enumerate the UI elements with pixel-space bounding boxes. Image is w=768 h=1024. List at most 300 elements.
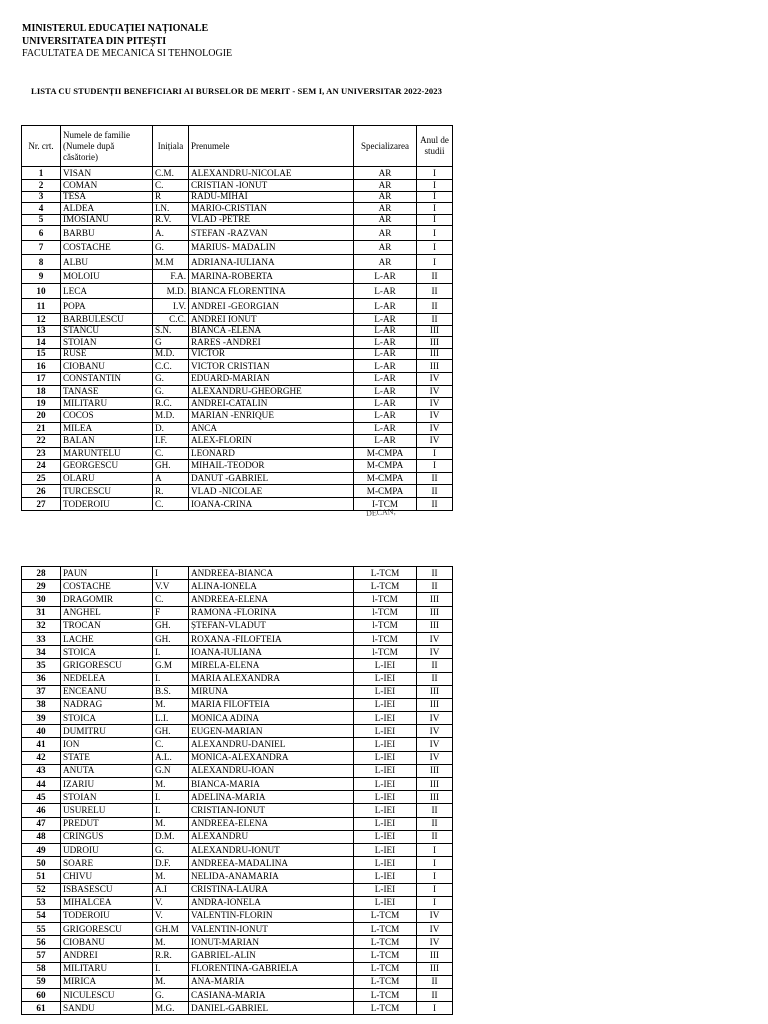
cell-specialization: M-CMPA: [354, 460, 417, 473]
cell-family-name: COCOS: [61, 410, 153, 423]
cell-year: IV: [417, 373, 453, 386]
cell-year: II: [417, 989, 453, 1002]
cell-nr: 33: [22, 632, 61, 645]
cell-year: IV: [417, 397, 453, 410]
table-row: [22, 314, 453, 326]
cell-specialization: L-AR: [354, 337, 417, 349]
cell-initial: C.C.: [153, 360, 189, 373]
cell-initial: R.R.: [153, 949, 189, 962]
cell-nr: 6: [22, 226, 61, 241]
cell-first-name: NELIDA-ANAMARIA: [189, 870, 354, 883]
cell-year: II: [417, 580, 453, 593]
cell-nr: 5: [22, 214, 61, 226]
cell-family-name: DUMITRU: [61, 725, 153, 738]
cell-specialization: L-IEI: [354, 659, 417, 672]
table-row: [22, 180, 453, 192]
cell-nr: 15: [22, 348, 61, 360]
cell-initial: S.N.: [153, 325, 189, 337]
cell-year: II: [417, 830, 453, 843]
cell-family-name: GEORGESCU: [61, 460, 153, 473]
table-row: [22, 923, 453, 936]
cell-nr: 59: [22, 975, 61, 988]
cell-first-name: MARIA ALEXANDRA: [189, 672, 354, 685]
cell-year: I: [417, 896, 453, 909]
table-row: [22, 460, 453, 473]
cell-initial: V.V: [153, 580, 189, 593]
cell-nr: 61: [22, 1002, 61, 1015]
cell-specialization: AR: [354, 203, 417, 215]
cell-initial: L.I.: [153, 712, 189, 725]
cell-nr: 54: [22, 909, 61, 922]
col-header-year: Anul de studii: [417, 126, 453, 167]
cell-family-name: VISAN: [61, 167, 153, 180]
table-row: [22, 410, 453, 423]
cell-nr: 18: [22, 385, 61, 397]
cell-first-name: IONUT-MARIAN: [189, 936, 354, 949]
cell-specialization: L-AR: [354, 435, 417, 448]
cell-family-name: TANASE: [61, 385, 153, 397]
cell-family-name: ALDEA: [61, 203, 153, 215]
table-row: [22, 472, 453, 485]
cell-year: I: [417, 883, 453, 896]
cell-specialization: L-TCM: [354, 567, 417, 580]
cell-first-name: IOANA-CRINA: [189, 498, 354, 511]
table-row: [22, 422, 453, 435]
cell-family-name: STOIAN: [61, 791, 153, 804]
cell-nr: 40: [22, 725, 61, 738]
cell-family-name: COSTACHE: [61, 580, 153, 593]
cell-nr: 26: [22, 485, 61, 498]
cell-first-name: ALEXANDRU-NICOLAE: [189, 167, 354, 180]
cell-nr: 23: [22, 447, 61, 460]
table-row: [22, 843, 453, 856]
cell-family-name: TURCESCU: [61, 485, 153, 498]
cell-first-name: ALEX-FLORIN: [189, 435, 354, 448]
cell-first-name: ALEXANDRU: [189, 830, 354, 843]
cell-initial: G.N: [153, 764, 189, 777]
cell-family-name: BARBU: [61, 226, 153, 241]
cell-family-name: PREDUT: [61, 817, 153, 830]
cell-specialization: AR: [354, 241, 417, 255]
cell-family-name: POPA: [61, 299, 153, 314]
cell-first-name: EDUARD-MARIAN: [189, 373, 354, 386]
cell-specialization: L-IEI: [354, 857, 417, 870]
cell-initial: GH.M: [153, 923, 189, 936]
cell-year: I: [417, 255, 453, 270]
cell-nr: 3: [22, 191, 61, 203]
cell-specialization: L-IEI: [354, 883, 417, 896]
cell-year: IV: [417, 712, 453, 725]
cell-first-name: STEFAN -RAZVAN: [189, 226, 354, 241]
cell-specialization: L-AR: [354, 299, 417, 314]
cell-specialization: L-AR: [354, 314, 417, 326]
cell-first-name: ANDREI-CATALIN: [189, 397, 354, 410]
cell-specialization: L-IEI: [354, 896, 417, 909]
cell-year: I: [417, 180, 453, 192]
cell-first-name: ALINA-IONELA: [189, 580, 354, 593]
cell-year: I: [417, 214, 453, 226]
cell-year: III: [417, 325, 453, 337]
cell-initial: C.C.: [153, 314, 189, 326]
cell-first-name: VICTOR: [189, 348, 354, 360]
table-row: [22, 764, 453, 777]
cell-initial: G.: [153, 385, 189, 397]
cell-family-name: IZARIU: [61, 778, 153, 791]
table-row: [22, 685, 453, 698]
table-row: [22, 870, 453, 883]
cell-initial: GH.: [153, 725, 189, 738]
cell-year: II: [417, 472, 453, 485]
cell-family-name: PAUN: [61, 567, 153, 580]
cell-specialization: L-IEI: [354, 791, 417, 804]
cell-initial: GH.: [153, 460, 189, 473]
cell-first-name: FLORENTINA-GABRIELA: [189, 962, 354, 975]
cell-specialization: L-IEI: [354, 725, 417, 738]
cell-nr: 55: [22, 923, 61, 936]
cell-specialization: L-IEI: [354, 685, 417, 698]
cell-specialization: L-AR: [354, 325, 417, 337]
table-row: [22, 883, 453, 896]
cell-first-name: VLAD -NICOLAE: [189, 485, 354, 498]
cell-nr: 30: [22, 593, 61, 606]
cell-first-name: ANDREEA-MADALINA: [189, 857, 354, 870]
cell-family-name: LECA: [61, 284, 153, 299]
document-title: LISTA CU STUDENȚII BENEFICIARI AI BURSELOR DE MERIT - SEM I, AN UNIVERSITAR 2022-2023: [31, 86, 443, 96]
cell-family-name: STOICA: [61, 712, 153, 725]
cell-year: II: [417, 804, 453, 817]
table-row: [22, 804, 453, 817]
cell-first-name: MARIUS- MADALIN: [189, 241, 354, 255]
table-row: [22, 373, 453, 386]
cell-first-name: MONICA-ALEXANDRA: [189, 751, 354, 764]
cell-family-name: CRINGUS: [61, 830, 153, 843]
cell-nr: 49: [22, 843, 61, 856]
cell-year: I: [417, 843, 453, 856]
cell-year: IV: [417, 725, 453, 738]
cell-initial: M.: [153, 975, 189, 988]
cell-nr: 28: [22, 567, 61, 580]
cell-nr: 42: [22, 751, 61, 764]
cell-family-name: RUSE: [61, 348, 153, 360]
table-row: [22, 778, 453, 791]
cell-specialization: AR: [354, 226, 417, 241]
cell-nr: 56: [22, 936, 61, 949]
table-row: [22, 203, 453, 215]
table-row: [22, 299, 453, 314]
cell-specialization: L-AR: [354, 385, 417, 397]
cell-initial: M.: [153, 817, 189, 830]
cell-first-name: EUGEN-MARIAN: [189, 725, 354, 738]
cell-family-name: DRAGOMIR: [61, 593, 153, 606]
cell-family-name: STOICA: [61, 646, 153, 659]
table-row: [22, 672, 453, 685]
cell-family-name: ANGHEL: [61, 606, 153, 619]
cell-first-name: MARIO-CRISTIAN: [189, 203, 354, 215]
university-name: UNIVERSITATEA DIN PITEȘTI: [22, 35, 167, 47]
cell-first-name: ALEXANDRU-DANIEL: [189, 738, 354, 751]
cell-initial: F.A.: [153, 270, 189, 284]
cell-family-name: STANCU: [61, 325, 153, 337]
cell-year: IV: [417, 909, 453, 922]
cell-nr: 1: [22, 167, 61, 180]
cell-specialization: L-TCM: [354, 989, 417, 1002]
cell-family-name: IMOSIANU: [61, 214, 153, 226]
cell-first-name: RADU-MIHAI: [189, 191, 354, 203]
cell-initial: B.S.: [153, 685, 189, 698]
table-row: [22, 791, 453, 804]
cell-specialization: I-TCM: [354, 498, 417, 511]
cell-specialization: L-IEI: [354, 738, 417, 751]
cell-specialization: L-IEI: [354, 778, 417, 791]
cell-family-name: SOARE: [61, 857, 153, 870]
cell-year: II: [417, 567, 453, 580]
cell-family-name: UDROIU: [61, 843, 153, 856]
cell-first-name: DANUT -GABRIEL: [189, 472, 354, 485]
cell-first-name: BIANCA-MARIA: [189, 778, 354, 791]
cell-specialization: L-AR: [354, 348, 417, 360]
cell-initial: G: [153, 337, 189, 349]
cell-initial: I.: [153, 672, 189, 685]
cell-year: I: [417, 241, 453, 255]
cell-nr: 22: [22, 435, 61, 448]
table-row: [22, 385, 453, 397]
cell-year: III: [417, 685, 453, 698]
cell-initial: I.: [153, 962, 189, 975]
table-row: [22, 485, 453, 498]
table-row: [22, 817, 453, 830]
cell-initial: M.: [153, 936, 189, 949]
cell-nr: 37: [22, 685, 61, 698]
cell-year: III: [417, 949, 453, 962]
cell-family-name: MARUNTELU: [61, 447, 153, 460]
cell-first-name: IOANA-IULIANA: [189, 646, 354, 659]
cell-specialization: L-IEI: [354, 817, 417, 830]
cell-nr: 51: [22, 870, 61, 883]
cell-nr: 24: [22, 460, 61, 473]
cell-nr: 43: [22, 764, 61, 777]
cell-first-name: VALENTIN-FLORIN: [189, 909, 354, 922]
cell-year: IV: [417, 646, 453, 659]
cell-specialization: l-TCM: [354, 606, 417, 619]
cell-specialization: L-AR: [354, 373, 417, 386]
table-row: [22, 397, 453, 410]
cell-initial: M.: [153, 698, 189, 711]
cell-first-name: LEONARD: [189, 447, 354, 460]
cell-year: I: [417, 203, 453, 215]
cell-nr: 50: [22, 857, 61, 870]
table-row: [22, 830, 453, 843]
cell-year: I: [417, 447, 453, 460]
ministry-name: MINISTERUL EDUCAȚIEI NAȚIONALE: [22, 23, 209, 34]
cell-specialization: L-IEI: [354, 830, 417, 843]
cell-initial: G.M: [153, 659, 189, 672]
table-row: [22, 698, 453, 711]
cell-first-name: VICTOR CRISTIAN: [189, 360, 354, 373]
cell-initial: G.: [153, 373, 189, 386]
cell-nr: 29: [22, 580, 61, 593]
cell-specialization: L-TCM: [354, 909, 417, 922]
cell-family-name: GRIGORESCU: [61, 923, 153, 936]
cell-initial: G.: [153, 989, 189, 1002]
cell-initial: I.F.: [153, 435, 189, 448]
cell-nr: 11: [22, 299, 61, 314]
cell-first-name: ANDREEA-ELENA: [189, 817, 354, 830]
cell-specialization: L-IEI: [354, 764, 417, 777]
table-row: [22, 214, 453, 226]
cell-nr: 9: [22, 270, 61, 284]
cell-specialization: l-TCM: [354, 632, 417, 645]
cell-specialization: L-IEI: [354, 672, 417, 685]
cell-first-name: ADRIANA-IULIANA: [189, 255, 354, 270]
cell-specialization: L-TCM: [354, 923, 417, 936]
cell-specialization: L-IEI: [354, 698, 417, 711]
cell-specialization: L-IEI: [354, 843, 417, 856]
table-row: [22, 191, 453, 203]
cell-family-name: MIRICA: [61, 975, 153, 988]
cell-nr: 19: [22, 397, 61, 410]
cell-initial: C.: [153, 593, 189, 606]
cell-family-name: MIHALCEA: [61, 896, 153, 909]
cell-initial: I.: [153, 791, 189, 804]
cell-initial: G.: [153, 241, 189, 255]
cell-nr: 60: [22, 989, 61, 1002]
cell-nr: 20: [22, 410, 61, 423]
cell-initial: I.: [153, 804, 189, 817]
cell-family-name: MILITARU: [61, 397, 153, 410]
table-row: [22, 360, 453, 373]
cell-nr: 2: [22, 180, 61, 192]
table-row: [22, 348, 453, 360]
cell-family-name: COMAN: [61, 180, 153, 192]
cell-specialization: M-CMPA: [354, 447, 417, 460]
cell-initial: C.: [153, 498, 189, 511]
cell-year: I: [417, 226, 453, 241]
cell-specialization: l-TCM: [354, 619, 417, 632]
cell-family-name: NICULESCU: [61, 989, 153, 1002]
cell-specialization: M-CMPA: [354, 472, 417, 485]
table-row: [22, 226, 453, 241]
cell-year: IV: [417, 738, 453, 751]
cell-first-name: ANDREI -GEORGIAN: [189, 299, 354, 314]
cell-year: II: [417, 672, 453, 685]
table-row: [22, 567, 453, 580]
cell-nr: 41: [22, 738, 61, 751]
cell-year: III: [417, 619, 453, 632]
cell-family-name: SANDU: [61, 1002, 153, 1015]
cell-first-name: CRISTIAN -IONUT: [189, 180, 354, 192]
cell-specialization: L-AR: [354, 270, 417, 284]
cell-year: III: [417, 593, 453, 606]
cell-initial: V.: [153, 909, 189, 922]
cell-year: III: [417, 606, 453, 619]
scholarship-table-part-2: [21, 566, 453, 1015]
cell-year: I: [417, 460, 453, 473]
cell-specialization: L-TCM: [354, 975, 417, 988]
cell-nr: 48: [22, 830, 61, 843]
table-row: [22, 738, 453, 751]
cell-family-name: ION: [61, 738, 153, 751]
cell-specialization: L-IEI: [354, 712, 417, 725]
cell-first-name: VALENTIN-IONUT: [189, 923, 354, 936]
cell-initial: M.: [153, 870, 189, 883]
cell-nr: 38: [22, 698, 61, 711]
cell-nr: 57: [22, 949, 61, 962]
cell-year: III: [417, 778, 453, 791]
cell-family-name: CIOBANU: [61, 360, 153, 373]
cell-first-name: ANCA: [189, 422, 354, 435]
cell-nr: 21: [22, 422, 61, 435]
cell-first-name: MARIAN -ENRIQUE: [189, 410, 354, 423]
cell-first-name: BIANCA FLORENTINA: [189, 284, 354, 299]
cell-year: II: [417, 270, 453, 284]
cell-first-name: RARES -ANDREI: [189, 337, 354, 349]
cell-initial: GH.: [153, 632, 189, 645]
cell-first-name: ANDRA-IONELA: [189, 896, 354, 909]
table-row: [22, 284, 453, 299]
cell-nr: 12: [22, 314, 61, 326]
cell-nr: 35: [22, 659, 61, 672]
cell-year: II: [417, 314, 453, 326]
cell-nr: 34: [22, 646, 61, 659]
cell-first-name: DANIEL-GABRIEL: [189, 1002, 354, 1015]
table-row: [22, 936, 453, 949]
cell-nr: 10: [22, 284, 61, 299]
cell-year: IV: [417, 410, 453, 423]
cell-family-name: BALAN: [61, 435, 153, 448]
cell-nr: 13: [22, 325, 61, 337]
cell-nr: 17: [22, 373, 61, 386]
cell-family-name: ANDREI: [61, 949, 153, 962]
cell-year: II: [417, 659, 453, 672]
table-row: [22, 646, 453, 659]
cell-nr: 31: [22, 606, 61, 619]
cell-family-name: ENCEANU: [61, 685, 153, 698]
cell-specialization: M-CMPA: [354, 485, 417, 498]
cell-first-name: GABRIEL-ALIN: [189, 949, 354, 962]
cell-initial: R.: [153, 485, 189, 498]
cell-first-name: ALEXANDRU-GHEORGHE: [189, 385, 354, 397]
cell-initial: C.: [153, 180, 189, 192]
cell-initial: C.M.: [153, 167, 189, 180]
cell-family-name: ISBASESCU: [61, 883, 153, 896]
dean-stamp: DECAN,: [365, 506, 396, 519]
cell-first-name: MARIA FILOFTEIA: [189, 698, 354, 711]
cell-nr: 39: [22, 712, 61, 725]
cell-first-name: MIRUNA: [189, 685, 354, 698]
cell-year: I: [417, 167, 453, 180]
cell-specialization: l-TCM: [354, 646, 417, 659]
cell-first-name: ANA-MARIA: [189, 975, 354, 988]
cell-specialization: L-TCM: [354, 949, 417, 962]
cell-specialization: L-TCM: [354, 936, 417, 949]
cell-first-name: ROXANA -FILOFTEIA: [189, 632, 354, 645]
cell-first-name: ȘTEFAN-VLADUT: [189, 619, 354, 632]
cell-initial: F: [153, 606, 189, 619]
cell-nr: 52: [22, 883, 61, 896]
cell-family-name: MOLOIU: [61, 270, 153, 284]
cell-year: II: [417, 299, 453, 314]
table-row: [22, 255, 453, 270]
cell-specialization: AR: [354, 167, 417, 180]
faculty-name: FACULTATEA DE MECANICA SI TEHNOLOGIE: [22, 48, 233, 59]
table-row: [22, 949, 453, 962]
cell-initial: A.I: [153, 883, 189, 896]
cell-specialization: L-AR: [354, 397, 417, 410]
cell-specialization: L-AR: [354, 422, 417, 435]
cell-nr: 53: [22, 896, 61, 909]
cell-initial: G.: [153, 843, 189, 856]
cell-initial: R.C.: [153, 397, 189, 410]
